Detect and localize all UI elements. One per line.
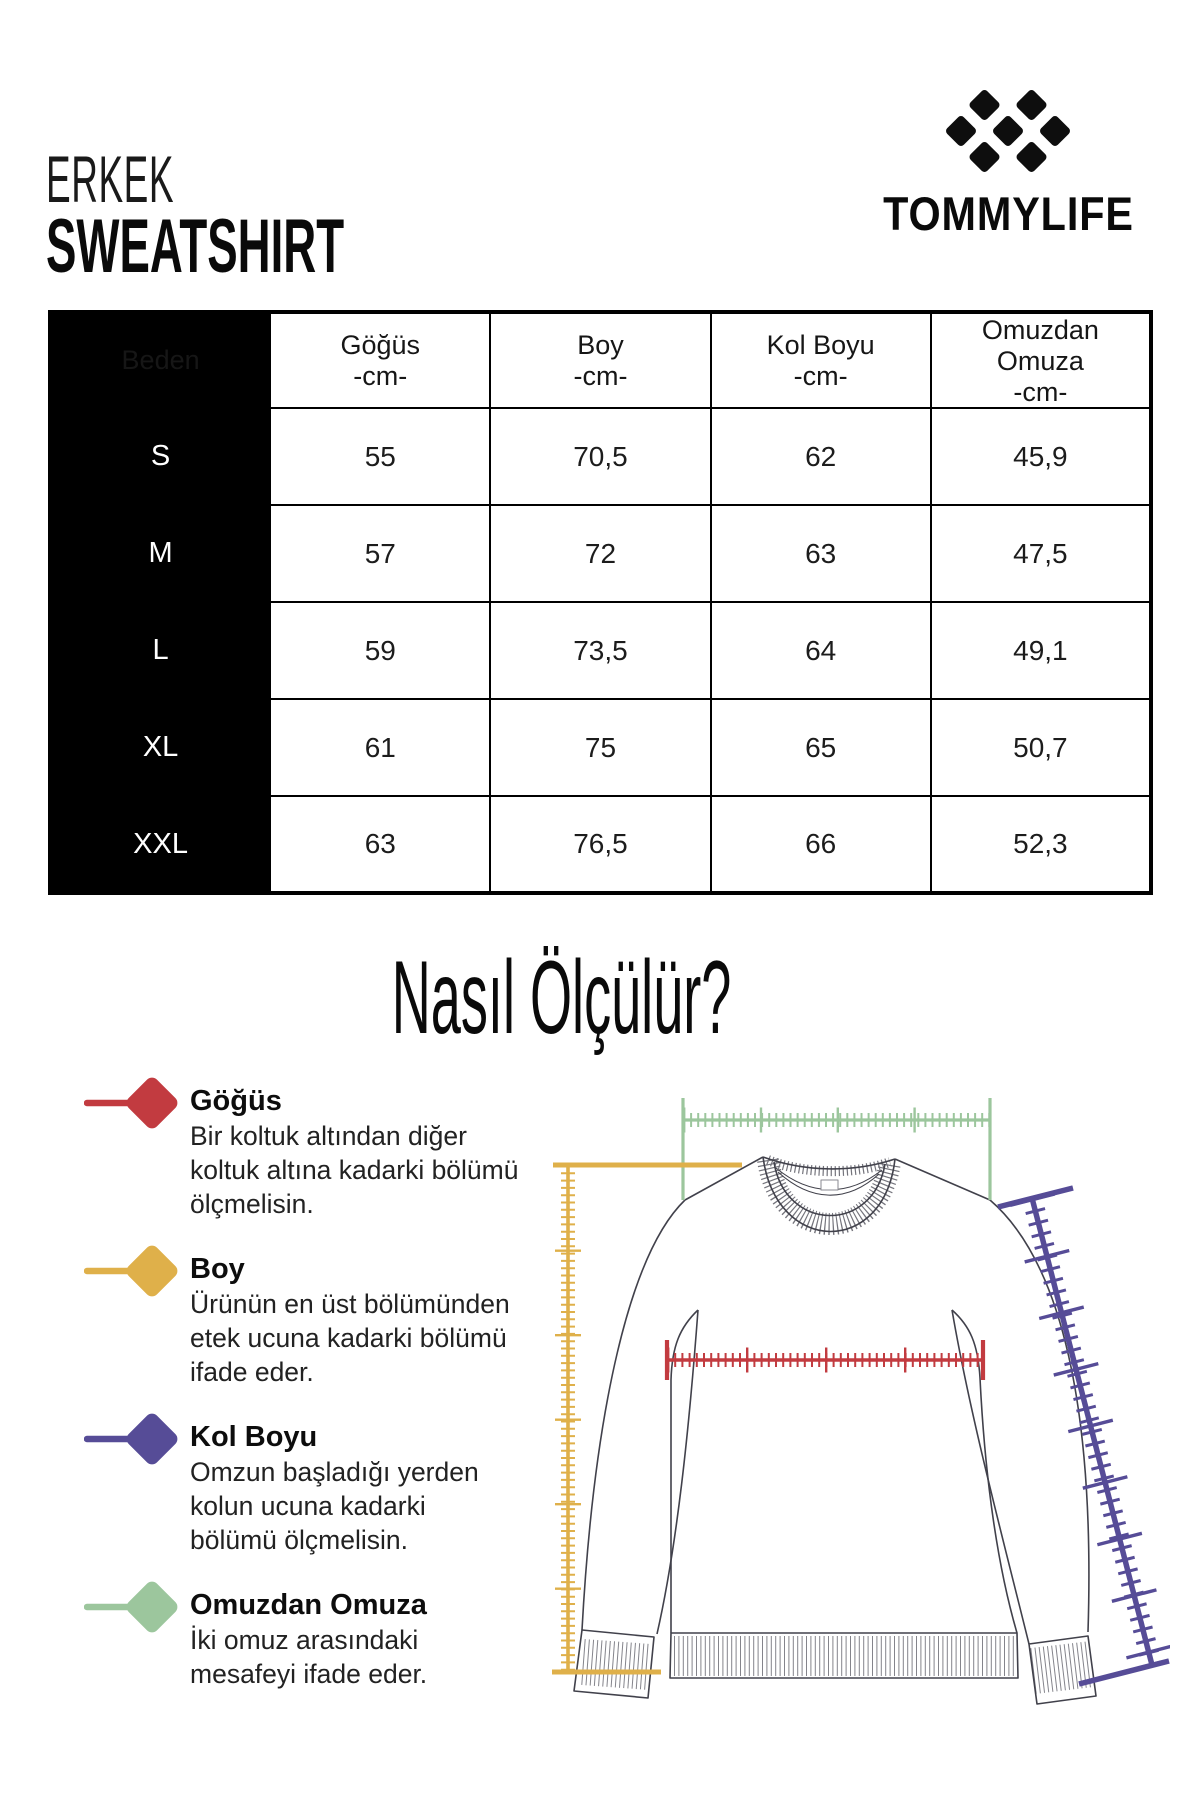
brand-name: TOMMYLIFE xyxy=(882,187,1134,240)
chest-diamond-icon xyxy=(84,1071,204,1135)
legend-item-gogus: Göğüs Bir koltuk altından diğer koltuk altına kadarki bölümü ölçmelisin. xyxy=(84,1083,544,1221)
table-row-l xyxy=(50,602,1151,699)
sweatshirt-outline xyxy=(574,1157,1096,1704)
column-header-gogus: Göğüs -cm- xyxy=(270,312,490,408)
length-ruler xyxy=(552,1165,742,1672)
product-category-title: ERKEK xyxy=(46,142,175,216)
legend-title: Kol Boyu xyxy=(190,1421,318,1453)
sleeve-diamond-icon xyxy=(84,1407,204,1471)
cell-sleeve: 64 xyxy=(711,602,931,699)
cell-sleeve: 66 xyxy=(711,796,931,893)
cell-length: 70,5 xyxy=(490,408,710,505)
cell-shoulder: 45,9 xyxy=(931,408,1151,505)
cell-length: 76,5 xyxy=(490,796,710,893)
table-row-xl xyxy=(50,699,1151,796)
cell-sleeve: 65 xyxy=(711,699,931,796)
cell-length: 72 xyxy=(490,505,710,602)
cell-length: 73,5 xyxy=(490,602,710,699)
column-header-boy: Boy -cm- xyxy=(490,312,710,408)
cell-sleeve: 63 xyxy=(711,505,931,602)
size-label: XL xyxy=(50,699,270,796)
legend-title: Göğüs xyxy=(190,1085,282,1117)
table-row-xxl xyxy=(50,796,1151,893)
column-header-omuzdan-omuza: Omuzdan Omuza -cm- xyxy=(931,312,1151,408)
size-table xyxy=(48,310,1153,895)
table-row-s xyxy=(50,408,1151,505)
cell-sleeve: 62 xyxy=(711,408,931,505)
legend-item-omuzdan-omuza: Omuzdan Omuza İki omuz arasındaki mesafeyi ifade eder. xyxy=(84,1587,544,1691)
cell-chest: 57 xyxy=(270,505,490,602)
legend-item-boy: Boy Ürünün en üst bölümünden etek ucuna kadarki bölümü ifade eder. xyxy=(84,1251,544,1389)
legend-item-kol-boyu: Kol Boyu Omzun başladığı yerden kolun ucuna kadarki bölümü ölçmelisin. xyxy=(84,1419,544,1557)
size-label: M xyxy=(50,505,270,602)
legend-title: Omuzdan Omuza xyxy=(190,1589,427,1621)
size-label: S xyxy=(50,408,270,505)
sweatshirt-diagram xyxy=(480,1010,1170,1790)
cell-shoulder: 50,7 xyxy=(931,699,1151,796)
cell-length: 75 xyxy=(490,699,710,796)
table-row-m xyxy=(50,505,1151,602)
cell-chest: 55 xyxy=(270,408,490,505)
size-table-header-row xyxy=(50,312,1151,408)
brand-logo xyxy=(858,86,1158,241)
page-title xyxy=(46,142,543,289)
column-header-kol-boyu: Kol Boyu -cm- xyxy=(711,312,931,408)
cell-chest: 59 xyxy=(270,602,490,699)
length-diamond-icon xyxy=(84,1239,204,1303)
cell-shoulder: 52,3 xyxy=(931,796,1151,893)
cell-shoulder: 49,1 xyxy=(931,602,1151,699)
product-type-title: SWEATSHIRT xyxy=(46,204,345,289)
cell-chest: 61 xyxy=(270,699,490,796)
cell-shoulder: 47,5 xyxy=(931,505,1151,602)
sleeve-ruler xyxy=(998,1188,1169,1684)
column-header-beden: Beden xyxy=(50,312,270,408)
chest-ruler xyxy=(667,1340,983,1380)
size-label: XXL xyxy=(50,796,270,893)
cell-chest: 63 xyxy=(270,796,490,893)
size-label: L xyxy=(50,602,270,699)
brand-diamonds-icon xyxy=(938,86,1078,176)
legend-title: Boy xyxy=(190,1253,245,1285)
how-to-measure-title: Nasıl Ölçülür? xyxy=(392,940,732,1056)
shoulder-diamond-icon xyxy=(84,1575,204,1639)
